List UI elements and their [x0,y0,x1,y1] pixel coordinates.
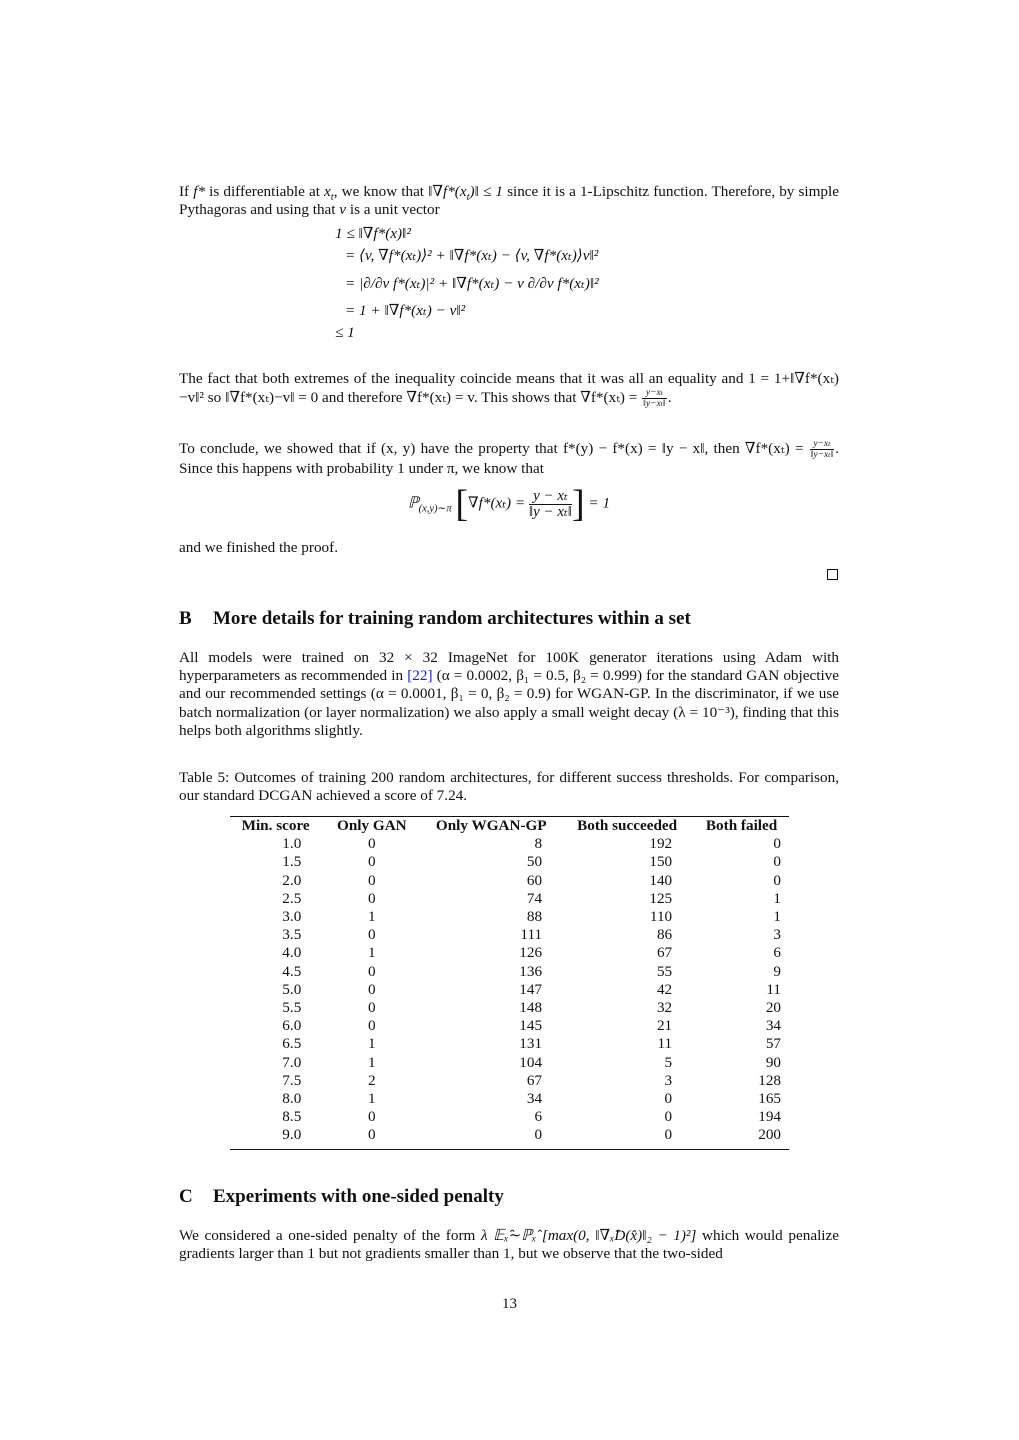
text: since it is a 1-Lipschitz function. Therefore, by simple Pythagoras and using that [179,183,839,219]
table-cell: 0 [368,1017,376,1035]
table-cell: 0 [368,999,376,1017]
table-cell: 9 [773,962,781,980]
table-cell: 2 [368,1071,376,1089]
citation-link[interactable]: [22] [407,667,433,685]
table-cell: 0 [368,871,376,889]
table-cell: 90 [765,1053,781,1071]
table-cell: 131 [519,1035,543,1053]
table-cell: 111 [520,926,543,944]
text: (α = 0.0002, β₁ = 0.5, β₂ = 0.999) for the standard GAN objective and our recommended settings (α = 0.0001, β₁ = 0, β₂ = 0.9) for WGAN-GP. In the discriminator, if we use batch normalization (or layer normalization) we also apply a small weight decay (λ = 10⁻³), finding that this helps both algorithms slightly. [179,667,839,739]
table-cell: 0 [368,1108,376,1126]
table-cell: 3.5 [282,926,302,944]
table-row [230,944,789,962]
right-bracket: ] [571,483,585,525]
table-cell: 34 [765,1017,781,1035]
text: is a unit vector [346,201,440,219]
table-cell: 32 [656,999,673,1017]
table-cell: 1 [368,1035,376,1053]
fraction: $\frac{\text{y − xₜ}}{\text{‖y − xₜ‖}}$ [528,487,572,520]
table-cell: 5.5 [282,999,302,1017]
table-cell: 3.0 [282,908,302,926]
table-cell: 34 [526,1090,543,1108]
paragraph-differentiable [179,183,839,219]
table-cell: 194 [758,1108,781,1126]
table-cell: 147 [519,980,543,998]
table-cell: 104 [519,1053,543,1071]
table-cell: 6 [773,944,781,962]
table-cell: 55 [656,962,673,980]
section-title: More details for training random architectures within a set [213,608,691,629]
equation-line: = 1 + ‖∇f*(xₜ) − v‖² [345,302,466,319]
table-cell: 1 [368,944,376,962]
table-cell: 128 [758,1071,781,1089]
column-header: Both failed [705,817,778,834]
table-row [230,963,789,981]
table-row [230,835,789,853]
table-cell: 7.5 [282,1071,302,1089]
table-cell: 1 [368,1053,376,1071]
table-row [230,1054,789,1072]
table-cell: 1 [368,1090,376,1108]
table-cell: 0 [664,1108,673,1126]
text: . [667,389,672,407]
table-row [230,1017,789,1035]
table-cell: 145 [519,1017,543,1035]
paragraph-conclude [179,439,839,478]
section-title: Experiments with one-sided penalty [213,1186,504,1207]
table-cell: 0 [368,980,376,998]
text: which would penalize gradients larger than 1 but not gradients smaller than 1, but we observe that the two-sided [179,1227,839,1263]
table-row [230,1108,789,1126]
equation-line: = |∂/∂v f*(xₜ)|² + ‖∇f*(xₜ) − v ∂/∂v f*(xₜ)‖² [345,275,599,292]
paragraph-extremes [179,370,839,409]
math-norm: $‖\nabla f*(x_t)‖ \le 1$ [428,183,503,204]
table-cell: 125 [649,889,673,907]
table-cell: 8.5 [282,1108,302,1126]
table-header-row [230,817,789,835]
table-cell: 4.0 [282,944,302,962]
table-cell: 150 [649,853,673,871]
table-cell: 0 [368,1126,376,1144]
table-cell: 11 [657,1035,673,1053]
equation-line: = ⟨v, ∇f*(xₜ)⟩² + ‖∇f*(xₜ) − ⟨v, ∇f*(xₜ)⟩v‖² [345,246,599,264]
column-header: Only GAN [337,817,407,834]
table-row [230,908,789,926]
table-cell: 8.0 [282,1090,302,1108]
equation-line: 1 ≤ ‖∇f*(x)‖² [335,225,411,242]
fraction: $\frac{\text{y−xₜ}}{\text{‖y−xₜ‖}}$ [810,439,834,460]
table-cell: 60 [526,871,543,889]
table-caption: Table 5: Outcomes of training 200 random architectures, for different success thresholds. For comparison, our standard DCGAN achieved a score of 7.24. [179,769,839,805]
section-c-heading [179,1186,504,1208]
text: To conclude, we showed that if (x, y) have the property that f*(y) − f*(x) = ‖y − x‖, then ∇f*(xₜ) = [179,439,804,457]
table-cell: 1.5 [282,853,302,871]
column-header: Both succeeded [577,817,678,834]
table-cell: 0 [368,853,376,871]
table-row [230,999,789,1017]
eq-lhs: ∇f*(xₜ) = [468,494,526,512]
table-bottom-rule [230,1149,789,1150]
table-cell: 67 [656,944,673,962]
table-row [230,890,789,908]
section-number: B [179,608,192,629]
table-cell: 0 [368,962,376,980]
table-body [230,835,789,1144]
table-cell: 1 [368,908,376,926]
paragraph-section-c [179,1227,839,1263]
table-cell: 140 [649,871,673,889]
table-cell: 0 [368,889,376,907]
table-cell: 0 [368,835,376,853]
table-cell: 0 [664,1126,673,1144]
table-cell: 4.5 [282,962,302,980]
table-cell: 136 [519,962,543,980]
table-cell: 0 [773,871,781,889]
table-cell: 20 [765,999,781,1017]
table-cell: 86 [656,926,673,944]
table-cell: 0 [664,1090,673,1108]
table-row [230,1072,789,1090]
table-cell: 5 [664,1053,673,1071]
table-cell: 8 [534,835,543,853]
equation-array [335,225,599,342]
table-row [230,1090,789,1108]
math-f-star: f* [193,183,206,200]
table-cell: 57 [765,1035,781,1053]
table-row [230,981,789,999]
results-table [230,817,789,1145]
table-cell: 165 [758,1090,781,1108]
table-cell: 126 [519,944,543,962]
math-xt: $x_t$ [324,183,334,204]
table-cell: 42 [656,980,673,998]
table-cell: 7.0 [282,1053,302,1071]
text: . Since this happens with probability 1 under π, we know that [179,439,840,477]
math-penalty-formula: λ 𝔼ₓ̂∼ℙₓ̂ [max(0, ‖∇ₓ̂D(x̂)‖₂ − 1)²] [480,1227,697,1244]
table-cell: 11 [766,980,781,998]
eq-rhs: = 1 [588,494,611,512]
table-cell: 21 [656,1017,673,1035]
fraction: $\frac{\text{y−xₜ}}{\text{‖y−xₜ‖}}$ [643,388,666,410]
text: We considered a one-sided penalty of the form [179,1227,481,1244]
table-cell: 110 [649,908,673,926]
table-cell: 1 [773,889,781,907]
math-v: v [339,201,347,219]
table-cell: 88 [526,908,543,926]
table-row [230,1126,789,1144]
column-header: Only WGAN-GP [435,817,547,834]
display-equation [179,485,839,523]
table-cell: 50 [526,853,543,871]
table-cell: 0 [773,853,781,871]
table-cell: 1.0 [282,835,302,853]
page-number: 13 [502,1296,517,1312]
prob-symbol: ℙ [407,494,419,512]
table-row [230,926,789,944]
table-cell: 6 [534,1108,543,1126]
table-cell: 6.5 [282,1035,302,1053]
table-cell: 148 [519,999,543,1017]
table-cell: 0 [534,1126,543,1144]
table-cell: 6.0 [282,1017,302,1035]
table-cell: 9.0 [282,1126,302,1144]
table-cell: 67 [526,1071,543,1089]
table-cell: 74 [526,889,543,907]
table-cell: 3 [773,926,781,944]
qed-box-icon [827,569,838,580]
section-b-heading [179,608,691,630]
table-cell: 2.5 [282,889,302,907]
column-header: Min. score [241,817,310,834]
table-cell: 0 [773,835,781,853]
table-row [230,853,789,871]
text: , we know that [333,183,429,200]
table-cell: 192 [649,835,673,853]
equation-line: ≤ 1 [335,323,355,341]
left-bracket: [ [455,483,469,525]
text: The fact that both extremes of the inequality coincide means that it was all an equality and 1 = 1+‖∇f*(xₜ)−v‖² so ‖∇f*(xₜ)−v‖ = 0 and therefore ∇f*(xₜ) = v. This shows that ∇f*(xₜ) = [179,370,839,407]
text: If [179,183,194,200]
table-row [230,1035,789,1053]
table-cell: 0 [368,926,376,944]
text: is differentiable at [205,183,325,200]
table-cell: 3 [664,1071,673,1089]
paragraph-finished: and we finished the proof. [179,539,339,556]
table-5 [230,816,839,1150]
table-cell: 5.0 [282,980,302,998]
table-cell: 1 [773,908,781,926]
table-cell: 200 [758,1126,781,1144]
table-cell: 2.0 [282,871,302,889]
paragraph-section-b [179,649,839,740]
prob-subscript: (x,y)∼π [418,503,452,515]
table-row [230,872,789,890]
section-number: C [179,1186,193,1207]
text: All models were trained on 32 × 32 ImageNet for 100K generator iterations using Adam with hyperparameters as recommended in [179,649,839,685]
